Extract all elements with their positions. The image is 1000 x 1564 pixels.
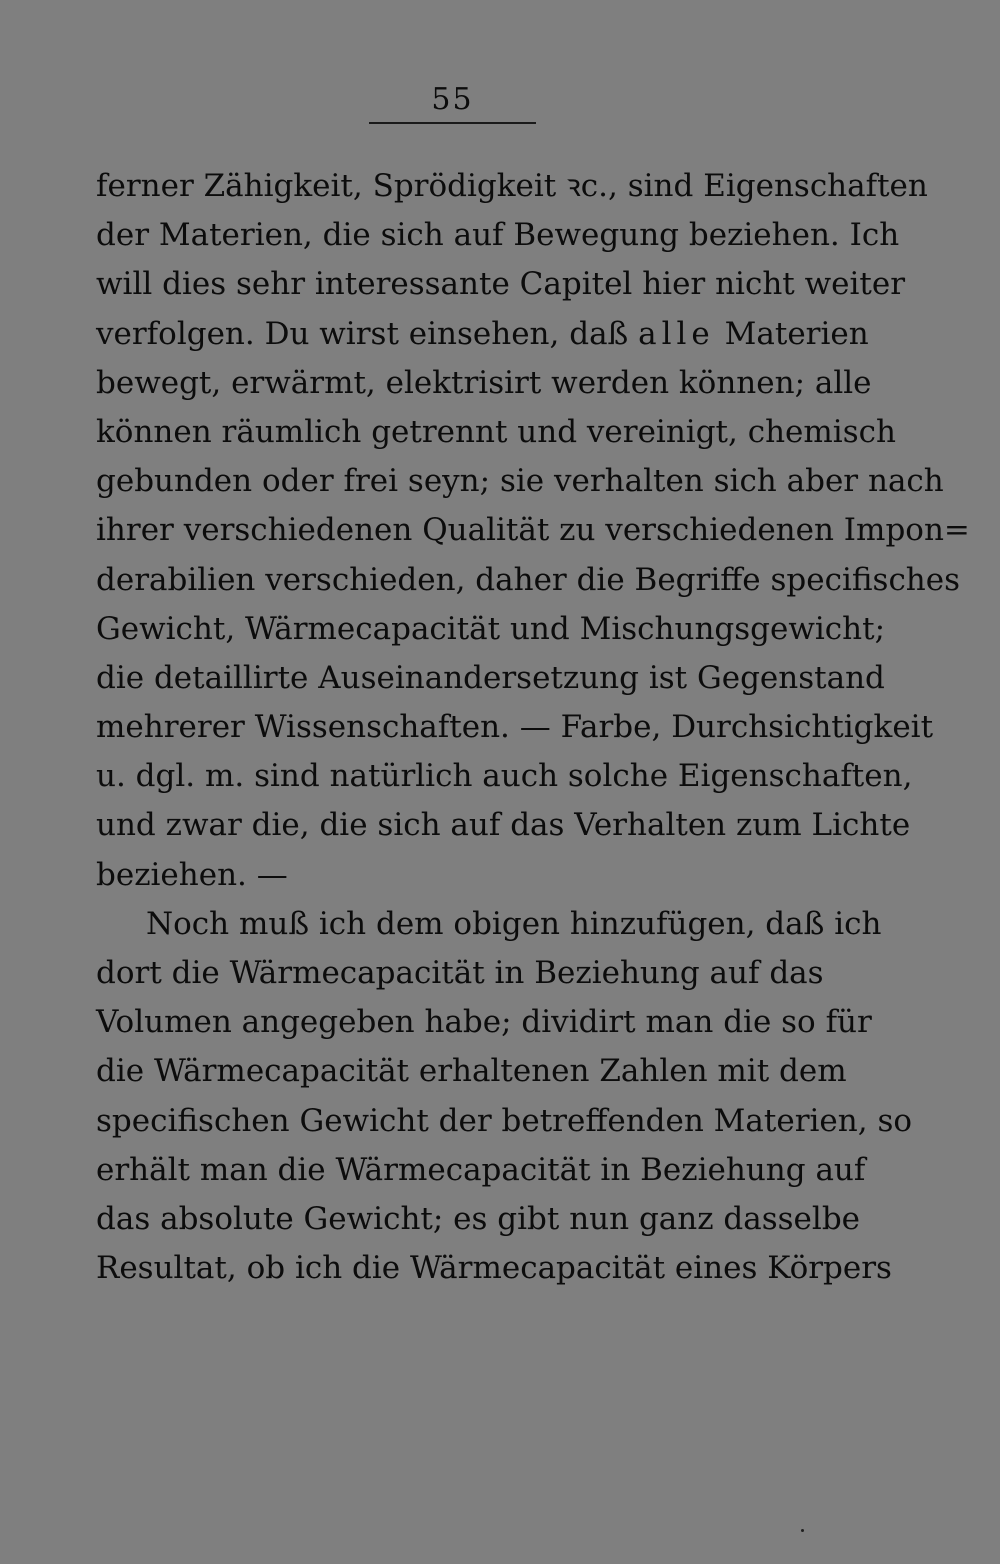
header-rule (369, 122, 536, 124)
text-line (96, 310, 869, 359)
text-line: erhält man die Wärmecapacität in Beziehung auf (96, 1151, 866, 1188)
body-text (96, 162, 970, 1293)
text-line: die detaillirte Auseinandersetzung ist Gegenstand (96, 659, 885, 696)
text-line: u. dgl. m. sind natürlich auch solche Eigenschaften, (96, 758, 913, 795)
text-segment: Materien (724, 315, 869, 352)
text-line: mehrerer Wissenschaften. — Farbe, Durchsichtigkeit (96, 709, 934, 746)
text-line: Resultat, ob ich die Wärmecapacität eines Körpers (96, 1250, 892, 1287)
text-line: Noch muß ich dem obigen hinzufügen, daß ich (146, 905, 882, 942)
text-line: ihrer verschiedenen Qualität zu verschiedenen Impon= (96, 512, 970, 549)
text-line: dort die Wärmecapacität in Beziehung auf das (96, 955, 824, 991)
text-segment: verfolgen. Du wirst einsehen, daß (96, 315, 629, 352)
text-line: und zwar die, die sich auf das Verhalten zum Lichte (96, 807, 911, 844)
paper-speck (801, 1529, 804, 1532)
text-line: beziehen. — (96, 856, 288, 893)
text-line: Gewicht, Wärmecapacität und Mischungsgewicht; (96, 610, 886, 647)
text-line: will dies sehr interessante Capitel hier nicht weiter (96, 266, 906, 303)
text-line: bewegt, erwärmt, elektrisirt werden können; alle (96, 364, 872, 401)
text-line: das absolute Gewicht; es gibt nun ganz dasselbe (96, 1200, 861, 1237)
text-line: Volumen angegeben habe; dividirt man die so für (96, 1004, 872, 1041)
text-line: können räumlich getrennt und vereinigt, chemisch (96, 413, 896, 450)
text-line: derabilien verschieden, daher die Begriffe specifisches (96, 561, 961, 598)
text-line: der Materien, die sich auf Bewegung beziehen. Ich (96, 217, 900, 254)
page-number: 55 (431, 82, 474, 117)
text-line: die Wärmecapacität erhaltenen Zahlen mit dem (96, 1053, 847, 1090)
emphasized-word: alle (638, 315, 715, 352)
text-line: ferner Zähigkeit, Sprödigkeit ꝛc., sind Eigenschaften (96, 168, 928, 204)
text-line: specifischen Gewicht der betreffenden Materien, so (96, 1102, 913, 1139)
text-line: gebunden oder frei seyn; sie verhalten sich aber nach (96, 463, 944, 500)
